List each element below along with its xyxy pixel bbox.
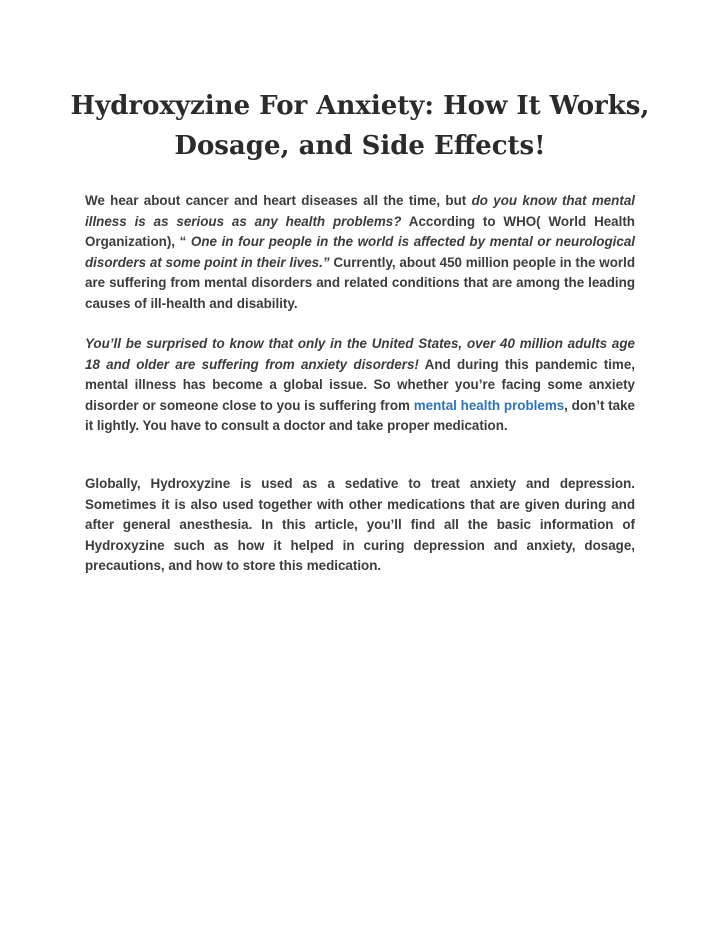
paragraph-intro-text-2: According to WHO( World Health Organization), “ — [85, 213, 635, 249]
paragraph-statistics-text-1: And during this pandemic time, mental illness has become a global issue. So whether you’re facing some anxiety disorder or someone close to you is suffering from — [85, 356, 636, 413]
paragraph-intro — [85, 191, 635, 314]
mental-health-problems-link[interactable]: mental health problems — [413, 397, 565, 413]
paragraph-intro-italic-question: do you know that mental illness is as serious as any health problems? — [85, 193, 635, 229]
paragraph-statistics-italic: You’ll be surprised to know that only in the United States, over 40 million adults age 18 and older are suffering from anxiety disorders! — [85, 336, 635, 372]
article-title: Hydroxyzine For Anxiety: How It Works, Dosage, and Side Effects! — [70, 91, 650, 161]
paragraph-intro-italic-quote: One in four people in the world is affected by mental or neurological disorders at some point in their lives.” — [85, 234, 635, 270]
paragraph-statistics-text-2: , don’t take it lightly. You have to consult a doctor and take proper medication. — [85, 397, 635, 433]
paragraph-hydroxyzine: Globally, Hydroxyzine is used as a sedative to treat anxiety and depression. Sometimes it is also used together with other medications that are given during and after general anesthesia. In this article, you’ll find all the basic information of Hydroxyzine such as how it helped in curing depression and anxiety, dosage, precautions, and how to store this medication. — [85, 476, 635, 573]
paragraph-statistics — [85, 334, 635, 437]
paragraph-intro-text-1: We hear about cancer and heart diseases all the time, but — [85, 193, 472, 208]
paragraph-intro-text-3: Currently, about 450 million people in the world are suffering from mental disorders and related conditions that are among the leading causes of ill-health and disability. — [85, 254, 635, 311]
